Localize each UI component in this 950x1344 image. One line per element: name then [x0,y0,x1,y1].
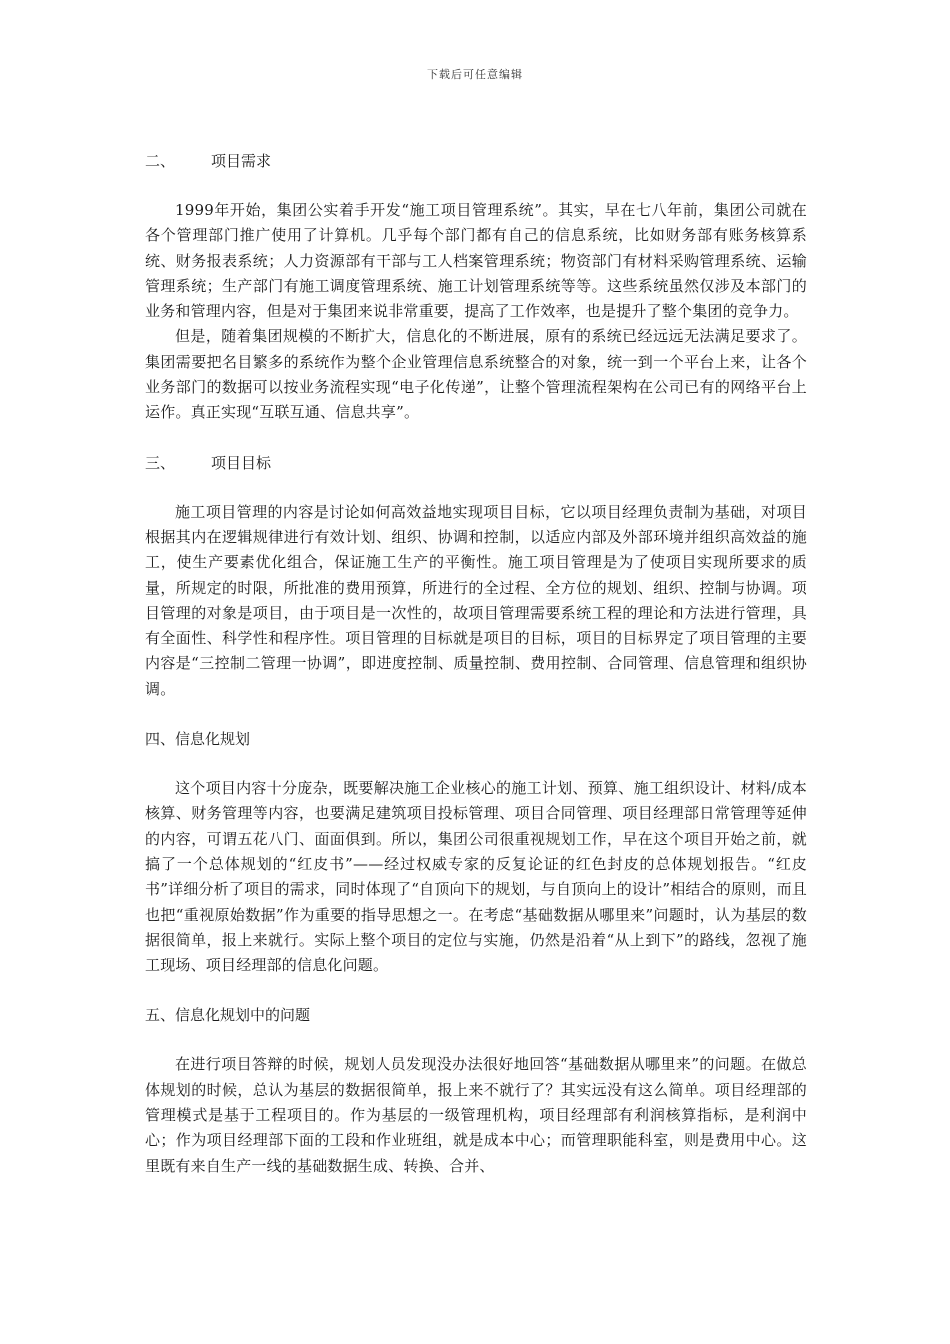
section-title: 四、信息化规划 [145,730,251,749]
section-number: 三、 [145,453,176,472]
section-heading-requirements [145,148,807,174]
paragraph: 在进行项目答辩的时候，规划人员发现没办法很好地回答“基础数据从哪里来”的问题。在做总体规划的时候，总认为基层的数据很简单，报上来不就行了？其实远没有这么简单。项目经理部的管理模式是基于工程项目的。作为基层的一级管理机构，项目经理部有利润核算指标，是利润中心；作为项目经理部下面的工段和作业班组，就是成本中心；而管理职能科室，则是费用中心。这里既有来自生产一线的基础数据生成、转换、合并、 [145,1055,807,1175]
section-heading-planning [145,726,807,752]
page-header: 下载后可任意编辑 [427,68,523,81]
paragraph: 1999年开始，集团公实着手开发“施工项目管理系统”。其实，早在七八年前，集团公司就在各个管理部门推广使用了计算机。几乎每个部门都有自己的信息系统，比如财务部有账务核算系统、财务报表系统；人力资源部有干部与工人档案管理系统；物资部门有材料采购管理系统、运输管理系统；生产部门有施工调度管理系统、施工计划管理系统等等。这些系统虽然仅涉及本部门的业务和管理内容，但是对于集团来说非常重要，提高了工作效率，也是提升了整个集团的竞争力。 [145,201,807,321]
section-heading-goals [145,450,807,476]
paragraph: 这个项目内容十分庞杂，既要解决施工企业核心的施工计划、预算、施工组织设计、材料/成本核算、财务管理等内容，也要满足建筑项目投标管理、项目合同管理、项目经理部日常管理等延伸的内容，可谓五花八门、面面俱到。所以，集团公司很重视规划工作，早在这个项目开始之前，就搞了一个总体规划的“红皮书”——经过权威专家的反复论证的红色封皮的总体规划报告。“红皮书”详细分析了项目的需求，同时体现了“自顶向下的规划，与自顶向上的设计”相结合的原则，而且也把“重视原始数据”作为重要的指导思想之一。在考虑“基础数据从哪里来”问题时，认为基层的数据很简单，报上来就行。实际上整个项目的定位与实施，仍然是沿着“从上到下”的路线，忽视了施工现场、项目经理部的信息化问题。 [145,779,808,975]
document-body [145,148,807,1179]
section-heading-planning-issues [145,1002,807,1028]
section-title: 项目目标 [211,453,272,472]
section-title: 五、信息化规划中的问题 [145,1006,311,1025]
section-number: 二、 [145,152,176,170]
section-title: 项目需求 [211,152,272,170]
paragraph: 但是，随着集团规模的不断扩大，信息化的不断进展，原有的系统已经远远无法满足要求了。集团需要把名目繁多的系统作为整个企业管理信息系统整合的对象，统一到一个平台上来，让各个业务部门的数据可以按业务流程实现“电子化传递”，让整个管理流程架构在公司已有的网络平台上运作。真正实现“互联互通、信息共享”。 [145,327,807,422]
paragraph: 施工项目管理的内容是讨论如何高效益地实现项目目标，它以项目经理负责制为基础，对项目根据其内在逻辑规律进行有效计划、组织、协调和控制，以适应内部及外部环境并组织高效益的施工，使生产要素优化组合，保证施工生产的平衡性。施工项目管理是为了使项目实现所要求的质量，所规定的时限，所批准的费用预算，所进行的全过程、全方位的规划、组织、控制与协调。项目管理的对象是项目，由于项目是一次性的，故项目管理需要系统工程的理论和方法进行管理，具有全面性、科学性和程序性。项目管理的目标就是项目的目标，项目的目标界定了项目管理的主要内容是“三控制二管理一协调”，即进度控制、质量控制、费用控制、合同管理、信息管理和组织协调。 [145,502,807,698]
